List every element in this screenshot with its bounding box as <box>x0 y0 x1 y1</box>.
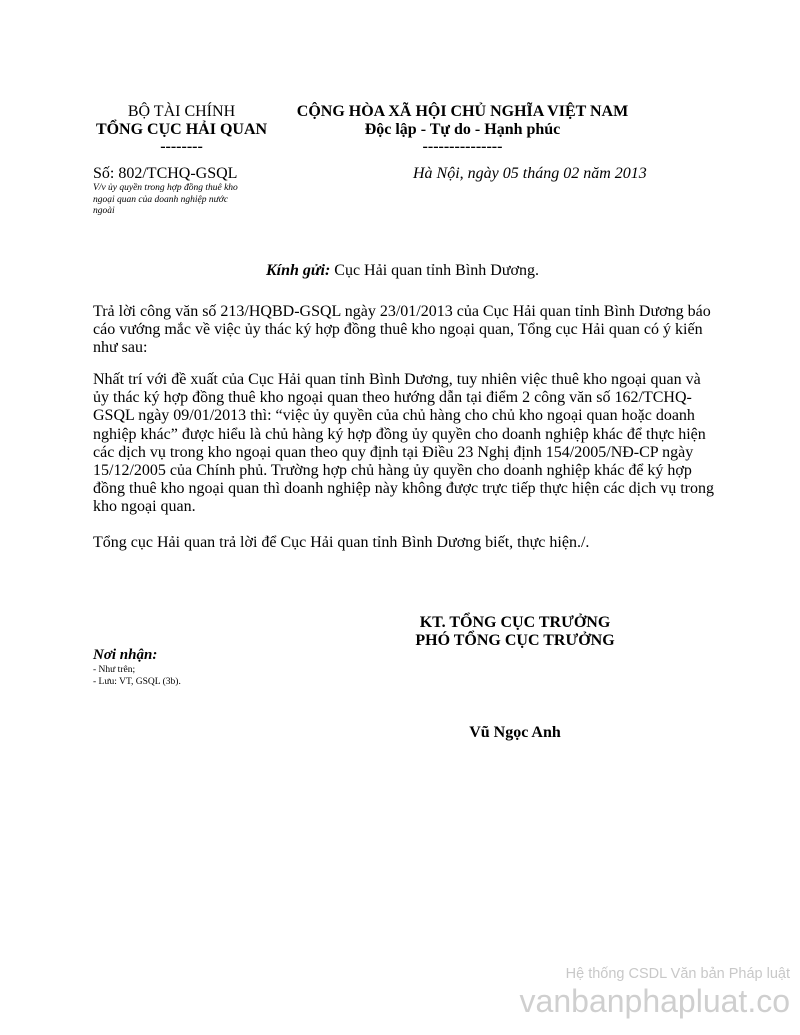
national-motto: Độc lập - Tự do - Hạnh phúc <box>364 121 561 138</box>
paragraph-line: kho ngoại quan. <box>93 498 196 516</box>
document-subject <box>93 183 238 218</box>
paragraph-line: Trả lời công văn số 213/HQBD-GSQL ngày 23/01/2013 của Cục Hải quan tỉnh Bình Dương báo <box>93 303 711 320</box>
watermark-system: Hệ thống CSDL Văn bản Pháp luật <box>565 966 790 982</box>
recipient-label: Kính gửi: <box>266 262 331 279</box>
body-paragraph-2 <box>93 371 713 517</box>
subject-line: ngoại quan của doanh nghiệp nước <box>93 194 229 205</box>
recipient-line <box>266 262 539 280</box>
right-separator: --------------- <box>422 138 503 155</box>
body-paragraph-1 <box>93 303 713 358</box>
signature-title-1: KT. TỔNG CỤC TRƯỞNG <box>419 614 611 631</box>
recipient-item: - Lưu: VT, GSQL (3b). <box>93 677 181 687</box>
paragraph-line: Nhất trí với đề xuất của Cục Hải quan tỉnh Bình Dương, tuy nhiên việc thuê kho ngoại quan và <box>93 371 701 388</box>
recipients-label: Nơi nhận: <box>93 647 158 663</box>
recipient-item: - Như trên; <box>93 665 136 675</box>
paragraph-line: Tổng cục Hải quan trả lời để Cục Hải quan tỉnh Bình Dương biết, thực hiện./. <box>93 534 590 551</box>
watermark-site: vanbanphapluat.co <box>519 983 790 1019</box>
signer-name: Vũ Ngọc Anh <box>469 724 561 741</box>
paragraph-line: cáo vướng mắc về việc ủy thác ký hợp đồng thuê kho ngoại quan, Tổng cục Hải quan có ý kiến <box>93 321 703 339</box>
department-name: TỔNG CỤC HẢI QUAN <box>95 121 268 138</box>
place-date: Hà Nội, ngày 05 tháng 02 năm 2013 <box>413 165 647 182</box>
paragraph-line: như sau: <box>93 339 148 357</box>
left-separator: -------- <box>160 138 203 155</box>
body-paragraph-3 <box>93 534 713 552</box>
republic-name: CỘNG HÒA XÃ HỘI CHỦ NGHĨA VIỆT NAM <box>296 103 629 120</box>
recipient-name: Cục Hải quan tỉnh Bình Dương. <box>334 262 539 279</box>
paragraph-line: các dịch vụ trong kho ngoại quan theo quy định tại Điều 23 Nghị định 154/2005/NĐ-CP ngày <box>93 443 694 461</box>
paragraph-line: đồng thuê kho ngoại quan thì doanh nghiệp này không được trực tiếp thực hiện các dịch vụ trong <box>93 480 714 498</box>
document-number: Số: 802/TCHQ-GSQL <box>93 165 238 182</box>
ministry-name: BỘ TÀI CHÍNH <box>127 103 236 120</box>
paragraph-line: 15/12/2005 của Chính phủ. Trường hợp chủ hàng ủy quyền cho doanh nghiệp khác để ký hợp <box>93 462 692 480</box>
subject-line: V/v ủy quyền trong hợp đồng thuê kho <box>93 183 238 193</box>
recipients-list <box>93 664 181 688</box>
paragraph-line: GSQL ngày 09/01/2013 thì: “việc ủy quyền của chủ hàng cho chủ kho ngoại quan hoặc doanh <box>93 407 695 425</box>
paragraph-line: ủy thác ký hợp đồng thuê kho ngoại quan theo hướng dẫn tại điểm 2 công văn số 162/TCHQ- <box>93 389 692 407</box>
paragraph-line: nghiệp khác” được hiểu là chủ hàng ký hợp đồng ủy quyền cho doanh nghiệp khác để thực hiện <box>93 425 706 443</box>
subject-line: ngoài <box>93 206 115 216</box>
signature-title-2: PHÓ TỔNG CỤC TRƯỞNG <box>415 632 615 649</box>
